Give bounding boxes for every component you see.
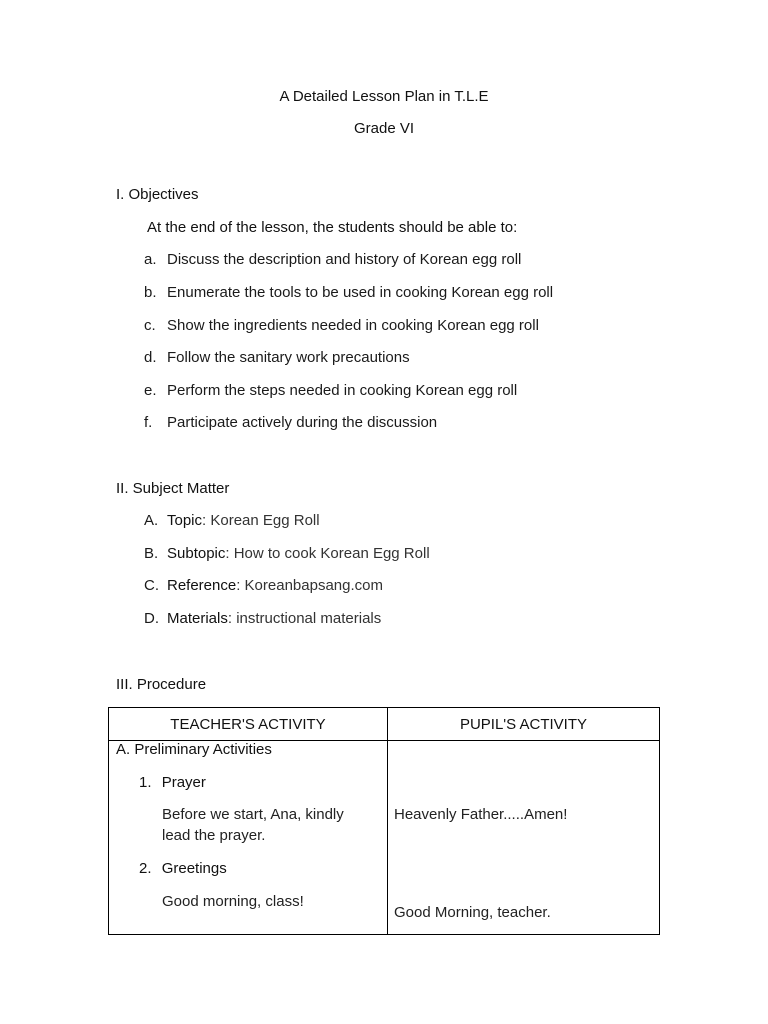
item-key: Materials <box>167 610 228 627</box>
item-key: Topic <box>167 512 203 529</box>
table-row <box>109 741 660 935</box>
objective-text: Discuss the description and history of Korean egg roll <box>167 251 522 268</box>
item-value: : How to cook Korean Egg Roll <box>225 545 430 562</box>
table-header-row <box>109 708 660 741</box>
step-prayer <box>139 774 206 791</box>
subject-matter-item <box>144 577 383 594</box>
pupil-prayer-response: Heavenly Father.....Amen! <box>394 806 568 823</box>
objectives-heading: I. Objectives <box>116 186 199 203</box>
teacher-prayer-line-1: Before we start, Ana, kindly <box>162 806 344 823</box>
pupil-activity-cell <box>388 741 660 935</box>
subject-matter-item <box>144 545 430 562</box>
objective-item <box>144 284 553 301</box>
list-marker: a. <box>144 251 157 268</box>
list-marker: d. <box>144 349 157 366</box>
step-greetings <box>139 860 227 877</box>
procedure-table <box>108 707 660 935</box>
list-marker: A. <box>144 512 159 529</box>
subject-matter-item <box>144 610 381 627</box>
item-value: : instructional materials <box>227 610 382 627</box>
objective-text: Show the ingredients needed in cooking Korean egg roll <box>167 317 539 334</box>
item-value: : Koreanbapsang.com <box>236 577 383 594</box>
list-marker: C. <box>144 577 159 594</box>
item-key: Reference <box>167 577 237 594</box>
objective-text: Participate actively during the discussion <box>167 414 438 431</box>
teacher-activity-cell <box>109 741 388 935</box>
pupil-activity-header: PUPIL'S ACTIVITY <box>388 708 660 741</box>
objective-text: Enumerate the tools to be used in cooking Korean egg roll <box>167 284 554 301</box>
list-marker: c. <box>144 317 156 334</box>
objective-item <box>144 382 517 399</box>
document-title: A Detailed Lesson Plan in T.L.E <box>279 88 489 105</box>
teacher-prayer-line-2: lead the prayer. <box>162 827 266 844</box>
objective-item <box>144 317 539 334</box>
list-marker: b. <box>144 284 157 301</box>
objective-item <box>144 349 410 366</box>
list-marker: D. <box>144 610 159 627</box>
teacher-greeting: Good morning, class! <box>162 893 304 910</box>
objective-text: Perform the steps needed in cooking Korean egg roll <box>167 382 518 399</box>
objective-text: Follow the sanitary work precautions <box>167 349 410 366</box>
teacher-activity-header: TEACHER'S ACTIVITY <box>109 708 388 741</box>
section-label: A. Preliminary Activities <box>116 741 272 758</box>
objectives-intro: At the end of the lesson, the students should be able to: <box>147 219 518 236</box>
subject-matter-item <box>144 512 320 529</box>
list-marker: e. <box>144 382 157 399</box>
subject-matter-heading: II. Subject Matter <box>116 480 230 497</box>
step-number: 2. <box>139 860 152 877</box>
step-label: Prayer <box>161 774 206 791</box>
procedure-heading: III. Procedure <box>116 676 207 693</box>
grade-label: Grade VI <box>353 120 415 137</box>
item-key: Subtopic <box>167 545 226 562</box>
objective-item <box>144 251 521 268</box>
step-label: Greetings <box>161 860 227 877</box>
step-number: 1. <box>139 774 152 791</box>
list-marker: f. <box>144 414 153 431</box>
list-marker: B. <box>144 545 159 562</box>
pupil-greeting-response: Good Morning, teacher. <box>394 904 551 921</box>
item-value: : Korean Egg Roll <box>202 512 320 529</box>
objective-item <box>144 414 437 431</box>
